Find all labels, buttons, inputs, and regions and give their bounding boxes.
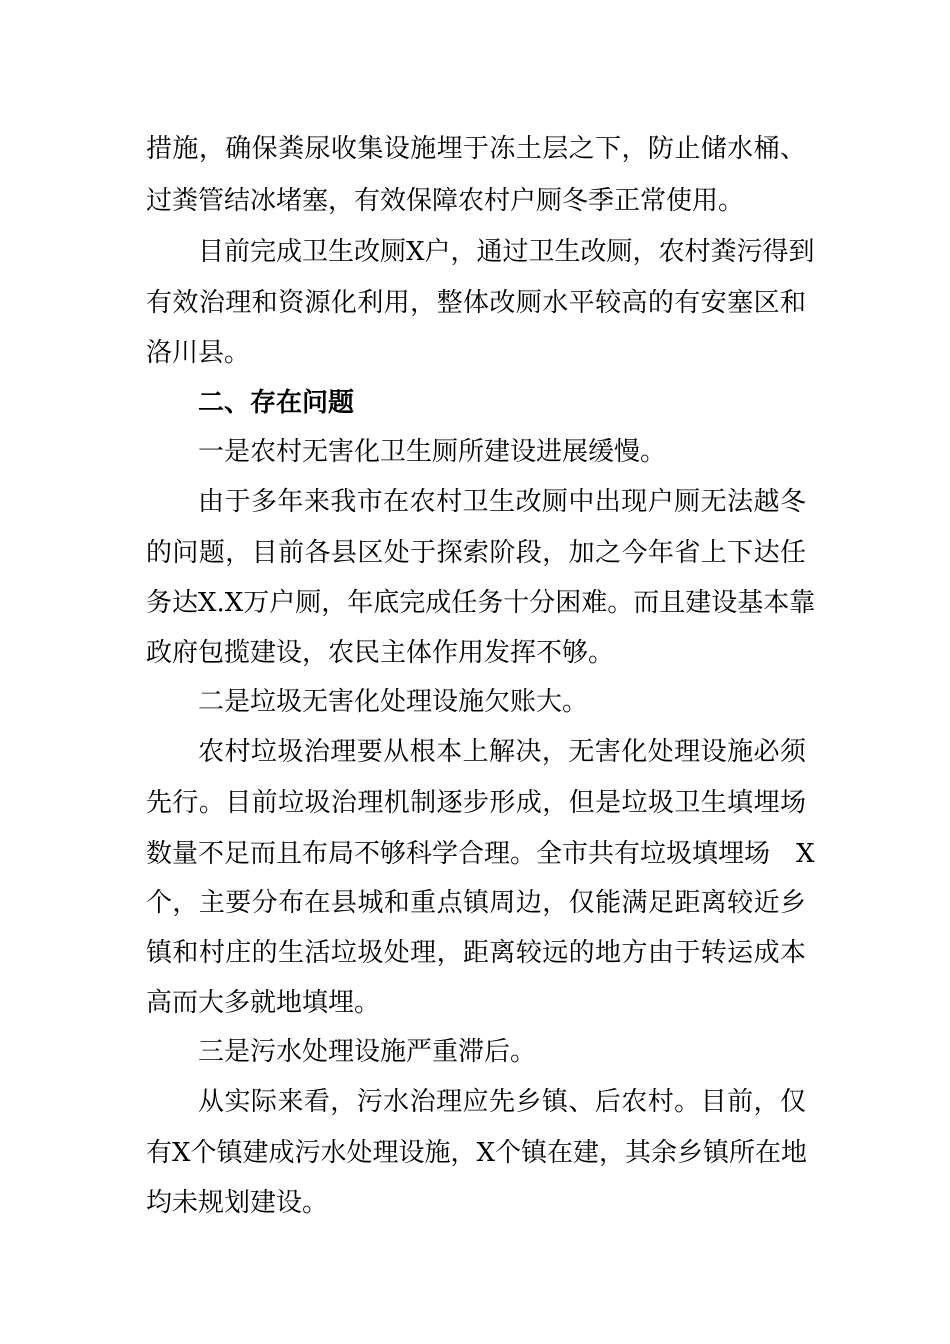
text-line: 二是垃圾无害化处理设施欠账大。 — [198, 687, 589, 717]
text-line: 的问题，目前各县区处于探索阶段，加之今年省上下达任 — [146, 538, 806, 568]
text-line: 高而大多就地填埋。 — [146, 988, 381, 1018]
text-line: 目前完成卫生改厕X户，通过卫生改厕，农村粪污得到 — [198, 237, 815, 267]
text-line: 数量不足而且布局不够科学合理。全市共有垃圾填埋场 X — [146, 839, 815, 869]
text-line: 政府包揽建设，农民主体作用发挥不够。 — [146, 638, 615, 668]
text-line: 镇和村庄的生活垃圾处理，距离较远的地方由于转运成本 — [146, 938, 806, 968]
text-line: 有效治理和资源化利用，整体改厕水平较高的有安塞区和 — [146, 288, 806, 318]
text-line: 三是污水处理设施严重滞后。 — [198, 1037, 537, 1067]
text-line: 一是农村无害化卫生厕所建设进展缓慢。 — [198, 437, 667, 467]
text-line: 过粪管结冰堵塞，有效保障农村户厕冬季正常使用。 — [146, 186, 745, 216]
section-heading: 二、存在问题 — [198, 388, 355, 418]
text-line: 有X个镇建成污水处理设施，X个镇在建，其余乡镇所在地 — [146, 1138, 808, 1168]
text-line: 洛川县。 — [146, 338, 251, 368]
text-line: 由于多年来我市在农村卫生改厕中出现户厕无法越冬 — [198, 487, 806, 517]
text-line: 务达X.X万户厕，年底完成任务十分困难。而且建设基本靠 — [146, 588, 816, 618]
text-line: 措施，确保粪尿收集设施埋于冻土层之下，防止储水桶、 — [146, 134, 806, 164]
text-line: 农村垃圾治理要从根本上解决，无害化处理设施必须 — [198, 737, 806, 767]
text-line: 从实际来看，污水治理应先乡镇、后农村。目前，仅 — [198, 1087, 806, 1117]
text-line: 个，主要分布在县城和重点镇周边，仅能满足距离较近乡 — [146, 888, 806, 918]
text-line: 均未规划建设。 — [146, 1188, 329, 1218]
text-line: 先行。目前垃圾治理机制逐步形成，但是垃圾卫生填埋场 — [146, 788, 806, 818]
